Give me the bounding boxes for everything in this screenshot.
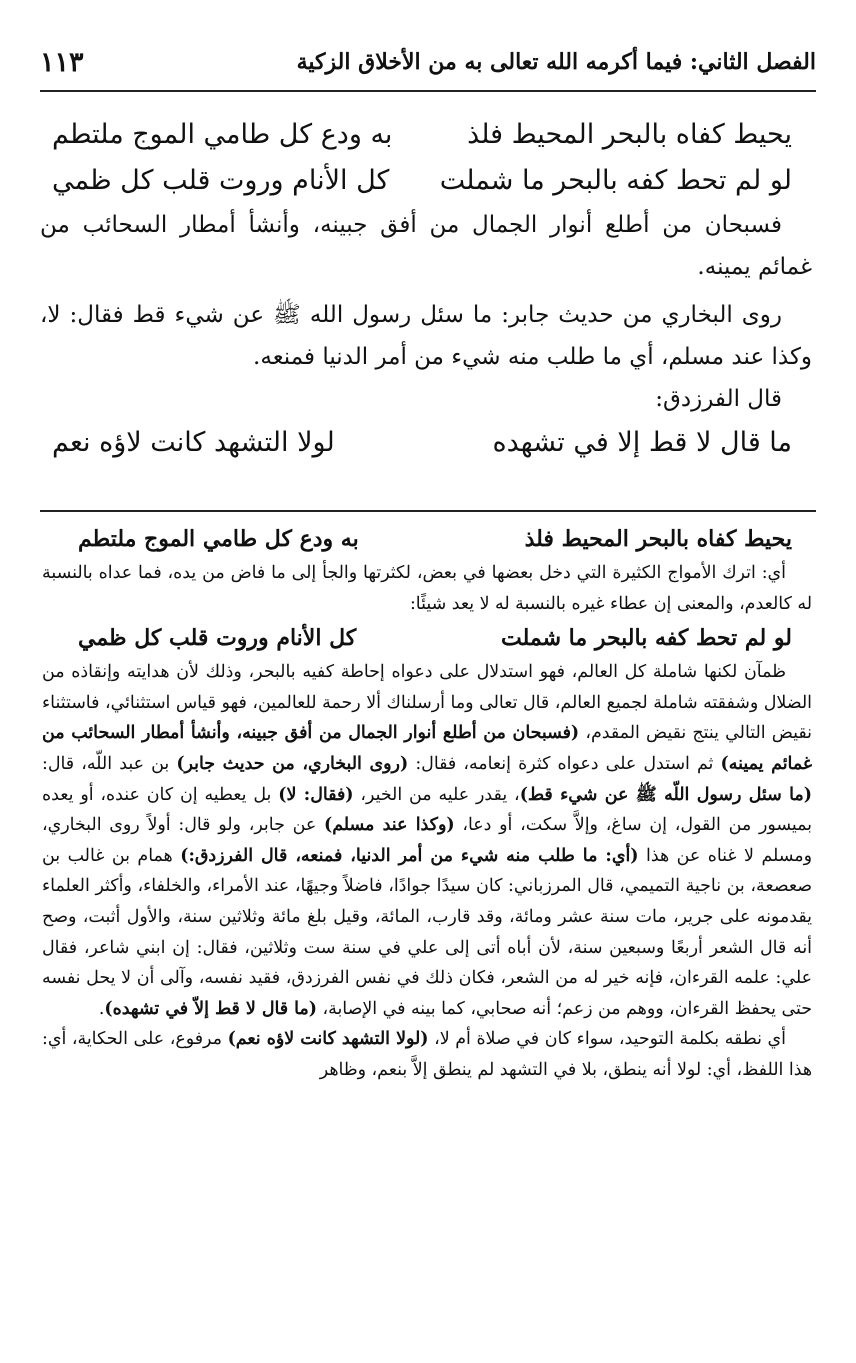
- verse-line: [40, 112, 812, 158]
- main-paragraph: فسبحان من أطلع أنوار الجمال من أفق جبينه، وأنشأ أمطار السحائب من غمائم يمينه.: [40, 212, 812, 280]
- verse-hemistich-second: كل الأنام وروت قلب كل ظمي: [52, 165, 390, 196]
- quoted-text: (وكذا عند مسلم): [323, 815, 455, 836]
- commentary-text: مرفوع، على الحكاية، أي: هذا اللفظ، أي: لولا أنه ينطق، بلا في التشهد لم ينطق إلاَّ بنعم، وظاهر: [42, 1029, 812, 1080]
- verse-hemistich-second: به ودع كل طامي الموج ملتطم: [78, 526, 359, 552]
- quoted-text: (فقال: لا): [278, 784, 354, 805]
- verse-hemistich-second: به ودع كل طامي الموج ملتطم: [52, 119, 393, 150]
- commentary-paragraph: أي: اترك الأمواج الكثيرة التي دخل بعضها في بعض، لكثرتها والجأ إلى ما فاض من يده، فما عداه بالنسبة له كالعدم، والمعنى إن عطاء غيره بالنسبة له لا يعد شيئًا:: [42, 563, 812, 614]
- commentary-text: ظمآن لكنها شاملة كل العالم، فهو استدلال على دعواه إحاطة كفيه بالبحر، وذلك لأن هدايته وإنقاذه من الضلال وشفقته شاملة لجميع العالم، قال تعالى وما أرسلناك ألا رحمة للعالمين، فهو قياس استثنائي، فاستثناء نقيض التالي ينتج نقيض المقدم،: [42, 662, 813, 744]
- quoted-text: (ما قال لا قط إلاّ في تشهده): [104, 998, 317, 1019]
- commentary-text: عن جابر، ولو قال: أولاً روى البخاري، ومسلم لا غناه عن هذا: [42, 815, 812, 866]
- commentary-verse-line: [42, 520, 812, 558]
- verse-line: [40, 158, 812, 204]
- main-paragraph: قال الفرزدق:: [655, 386, 782, 412]
- quoted-text: (فسبحان من أطلع أنوار الجمال من أفق جبينه، وأنشأ أمطار السحائب من غمائم يمينه): [42, 723, 812, 774]
- commentary-text: أي نطقه بكلمة التوحيد، سواء كان في صلاة أم لا،: [428, 1029, 786, 1050]
- quoted-text: (لولا التشهد كانت لاؤه نعم): [227, 1029, 429, 1050]
- verse-hemistich-first: لو لم تحط كفه بالبحر ما شملت: [500, 625, 792, 652]
- verse-line: [40, 420, 812, 466]
- main-paragraph: روى البخاري من حديث جابر: ما سئل رسول الله ﷺ عن شيء قط فقال: لا، وكذا عند مسلم، أي ما طلب منه شيء من أمر الدنيا فمنعه.: [40, 302, 812, 370]
- footnote-divider: [40, 510, 816, 512]
- commentary-text: همام بن غالب بن صعصعة، بن ناجية التميمي، قال المرزباني: كان سيدًا جوادًا، فاضلاً وجيهًا، عند الأمراء، والخلفاء، وأكثر العلماء يقدمونه على جرير، مات سنة عشر ومائة، وقد قارب، المائة، وقيل بلغ مائة وثلاثين سنة، والأول أثبت، وصح أنه قال الشعر أربعًا وسبعين سنة، لأن أباه أتى إلى علي في سنة ست وثلاثين، فقال: إن ابني شاعر، فقال علي: علمه القرءان، فإنه خير له من الشعر، فكان ذلك في نفس الفرزدق، فقيد نفسه، وآلى أن لا يحل نفسه حتى يحفظ القرءان، ووهم من زعم؛ أنه صحابي، كما بينه في الإصابة،: [42, 845, 812, 1019]
- commentary-text: بل يعطيه إن كان عنده، أو يعده بميسور من القول، إن ساغ، وإلاَّ سكت، أو دعا،: [42, 784, 812, 836]
- verse-hemistich-first: يحيط كفاه بالبحر المحيط فلذ: [467, 119, 792, 150]
- quoted-text: (روى البخاري، من حديث جابر): [176, 753, 409, 774]
- verse-hemistich-first: ما قال لا قط إلا في تشهده: [492, 427, 792, 458]
- verse-hemistich-second: كل الأنام وروت قلب كل ظمي: [78, 625, 357, 652]
- commentary-text: ، يقدر عليه من الخير،: [353, 784, 520, 805]
- main-text: [40, 112, 812, 466]
- commentary-text: بن عبد اللّه، قال:: [42, 753, 177, 774]
- chapter-title: الفصل الثاني: فيما أكرمه الله تعالى به من الأخلاق الزكية: [296, 49, 816, 75]
- commentary-paragraph: [42, 657, 812, 1024]
- commentary-verse-line: [42, 619, 812, 657]
- commentary-paragraph: [42, 1024, 812, 1085]
- commentary-text: .: [98, 998, 105, 1019]
- commentary-text: ثم استدل على دعواه كثرة إنعامه، فقال:: [408, 753, 721, 774]
- quoted-text: (ما سئل رسول اللّه ﷺ عن شيء قط): [519, 784, 812, 805]
- verse-hemistich-first: يحيط كفاه بالبحر المحيط فلذ: [524, 526, 792, 552]
- verse-hemistich-second: لولا التشهد كانت لاؤه نعم: [52, 427, 335, 458]
- quoted-text: (أي: ما طلب منه شيء من أمر الدنيا، فمنعه، قال الفرزدق:): [180, 845, 639, 866]
- page-header: [40, 34, 816, 92]
- commentary-section: [42, 520, 812, 1086]
- page-number: ١١٣: [40, 46, 84, 78]
- verse-hemistich-first: لو لم تحط كفه بالبحر ما شملت: [439, 165, 792, 196]
